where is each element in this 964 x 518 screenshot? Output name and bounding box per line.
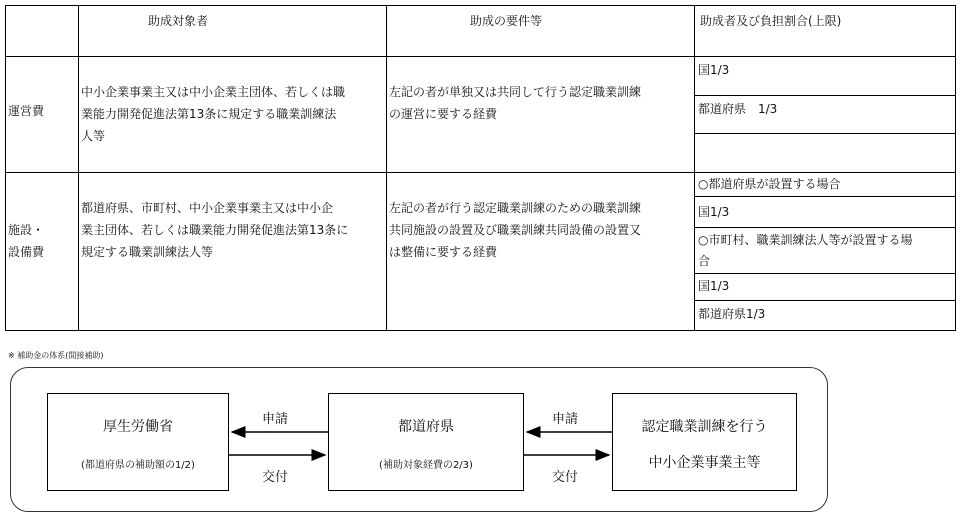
target-line: 規定する職業訓練法人等 — [81, 245, 214, 259]
category-facility: 設備費 — [8, 245, 45, 259]
label-apply-1: 申請 — [262, 412, 289, 427]
label-apply-2: 申請 — [552, 412, 579, 427]
employer-title-2: 中小企業事業主等 — [648, 455, 761, 471]
target-line: 中小企業事業主又は中小企業主団体、若しくは職 — [81, 85, 346, 99]
share-prefecture: 都道府県1/3 — [698, 307, 766, 321]
header-target: 助成対象者 — [148, 14, 209, 28]
target-line: 都道府県、市町村、中小企業事業主又は中小企 — [81, 201, 334, 215]
requirement-line: 左記の者が単独又は共同して行う認定職業訓練 — [389, 85, 642, 99]
share-case-municipality-cont: 合 — [698, 254, 711, 268]
label-grant-1: 交付 — [262, 470, 289, 485]
requirement-line: 共同施設の設置及び職業訓練共同設備の設置又 — [389, 223, 642, 237]
share-case-prefecture: ○都道府県が設置する場合 — [698, 177, 841, 191]
target-line: 人等 — [81, 129, 106, 143]
mhlw-title: 厚生労働省 — [103, 419, 173, 435]
share-national: 国1/3 — [698, 205, 730, 219]
header-share: 助成者及び負担割合(上限) — [700, 14, 842, 28]
mhlw-sub: (都道府県の補助額の1/2) — [81, 460, 195, 471]
target-line: 業主団体、若しくは職業能力開発促進法第13条に — [81, 223, 349, 237]
requirement-line: は整備に要する経費 — [389, 245, 498, 259]
label-grant-2: 交付 — [552, 470, 579, 485]
share-prefecture: 都道府県 1/3 — [698, 102, 778, 116]
prefecture-title: 都道府県 — [398, 419, 454, 435]
share-national: 国1/3 — [698, 63, 730, 77]
prefecture-sub: (補助対象経費の2/3) — [379, 460, 473, 471]
target-line: 業能力開発促進法第13条に規定する職業訓練法 — [81, 107, 337, 121]
category-operating: 運営費 — [8, 104, 45, 118]
category-facility: 施設・ — [8, 223, 45, 237]
subsidy-system-note: ※ 補助金の体系(間接補助) — [8, 351, 104, 360]
header-requirements: 助成の要件等 — [470, 14, 543, 28]
requirement-line: の運営に要する経費 — [389, 107, 498, 121]
share-national: 国1/3 — [698, 279, 730, 293]
employer-title-1: 認定職業訓練を行う — [641, 419, 768, 435]
share-case-municipality: ○市町村、職業訓練法人等が設置する場 — [698, 233, 913, 247]
requirement-line: 左記の者が行う認定職業訓練のための職業訓練 — [389, 201, 642, 215]
